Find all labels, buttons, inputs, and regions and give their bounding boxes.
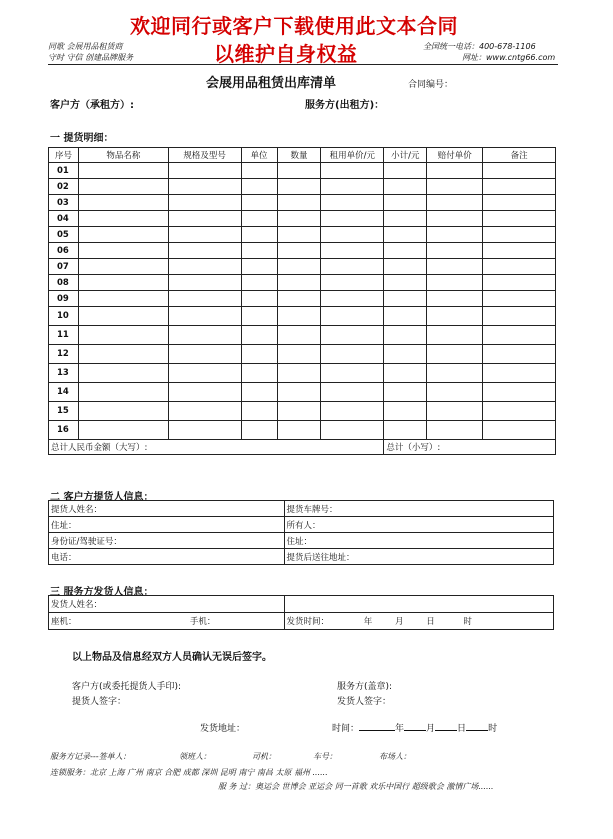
sign-year-label: 年 xyxy=(395,724,405,734)
unit-price-cell[interactable] xyxy=(321,195,384,211)
ship-time-cell[interactable] xyxy=(284,613,553,630)
table-row xyxy=(49,275,556,291)
compensation-cell[interactable] xyxy=(427,421,483,440)
header-quantity: 数量 xyxy=(277,148,321,163)
unit-cell[interactable] xyxy=(241,291,277,307)
unit-cell[interactable] xyxy=(241,421,277,440)
ship-time-label: 发货时间： xyxy=(286,617,330,627)
unit-cell[interactable] xyxy=(241,227,277,243)
unit-cell[interactable] xyxy=(241,364,277,383)
vehicle-owner-field[interactable]: 所有人： xyxy=(284,517,553,533)
quantity-cell[interactable] xyxy=(277,326,321,345)
mobile-label: 手机： xyxy=(189,617,216,627)
customer-label: 客户方（承租方）: xyxy=(50,100,134,111)
subtotal-cell[interactable] xyxy=(384,307,427,326)
subtotal-cell[interactable] xyxy=(384,163,427,179)
row-number: 07 xyxy=(49,259,79,275)
sign-time-row xyxy=(332,721,497,734)
landline-label: 座机： xyxy=(51,617,77,627)
subtotal-cell[interactable] xyxy=(384,211,427,227)
compensation-cell[interactable] xyxy=(427,243,483,259)
table-row xyxy=(49,326,556,345)
unit-price-cell[interactable] xyxy=(321,364,384,383)
item-name-cell[interactable] xyxy=(78,227,168,243)
quantity-cell[interactable] xyxy=(277,179,321,195)
header-compensation: 赔付单价 xyxy=(427,148,483,163)
unit-price-cell[interactable] xyxy=(321,275,384,291)
item-name-cell[interactable] xyxy=(78,275,168,291)
unit-price-cell[interactable] xyxy=(321,307,384,326)
remarks-cell[interactable] xyxy=(483,211,556,227)
unit-price-cell[interactable] xyxy=(321,326,384,345)
unit-cell[interactable] xyxy=(241,243,277,259)
table-row xyxy=(49,195,556,211)
ship-year-label: 年 xyxy=(363,617,373,627)
compensation-cell[interactable] xyxy=(427,326,483,345)
remarks-cell[interactable] xyxy=(483,307,556,326)
row-number: 08 xyxy=(49,275,79,291)
subtotal-cell[interactable] xyxy=(384,383,427,402)
item-name-cell[interactable] xyxy=(78,307,168,326)
compensation-cell[interactable] xyxy=(427,364,483,383)
pickup-signature-label: 提货人签字： xyxy=(72,697,127,707)
quantity-cell[interactable] xyxy=(277,227,321,243)
quantity-cell[interactable] xyxy=(277,291,321,307)
unit-cell[interactable] xyxy=(241,179,277,195)
provider-label: 服务方(出租方)： xyxy=(305,100,385,111)
shipping-address-label: 发货地址： xyxy=(200,724,246,734)
spec-cell[interactable] xyxy=(168,291,241,307)
unit-price-cell[interactable] xyxy=(321,402,384,421)
subtotal-cell[interactable] xyxy=(384,402,427,421)
unit-cell[interactable] xyxy=(241,326,277,345)
quantity-cell[interactable] xyxy=(277,402,321,421)
unit-price-cell[interactable] xyxy=(321,383,384,402)
quantity-cell[interactable] xyxy=(277,163,321,179)
item-name-cell[interactable] xyxy=(78,291,168,307)
provider-shipper-table xyxy=(48,595,554,630)
record-driver-label: 司机： xyxy=(252,752,276,761)
customer-pickup-table xyxy=(48,500,554,565)
header-item-name: 物品名称 xyxy=(78,148,168,163)
quantity-cell[interactable] xyxy=(277,421,321,440)
table-row xyxy=(49,259,556,275)
compensation-cell[interactable] xyxy=(427,211,483,227)
contract-number-label: 合同编号： xyxy=(408,80,454,90)
row-number: 13 xyxy=(49,364,79,383)
spec-cell[interactable] xyxy=(168,307,241,326)
table-row xyxy=(49,383,556,402)
compensation-cell[interactable] xyxy=(427,275,483,291)
header-unit: 单位 xyxy=(241,148,277,163)
sign-day-label: 日 xyxy=(457,724,467,734)
compensation-cell[interactable] xyxy=(427,163,483,179)
row-number: 11 xyxy=(49,326,79,345)
subtotal-cell[interactable] xyxy=(384,326,427,345)
unit-price-cell[interactable] xyxy=(321,259,384,275)
table-row xyxy=(49,243,556,259)
unit-price-cell[interactable] xyxy=(321,179,384,195)
header-index: 序号 xyxy=(49,148,79,163)
unit-cell[interactable] xyxy=(241,345,277,364)
total-lower-label: 总计（小写）: xyxy=(384,440,556,455)
remarks-cell[interactable] xyxy=(483,179,556,195)
quantity-cell[interactable] xyxy=(277,211,321,227)
header-subtotal: 小计/元 xyxy=(384,148,427,163)
sign-month-label: 月 xyxy=(426,724,436,734)
goods-table xyxy=(48,147,556,455)
header-remarks: 备注 xyxy=(483,148,556,163)
compensation-cell[interactable] xyxy=(427,227,483,243)
row-number: 09 xyxy=(49,291,79,307)
subtotal-cell[interactable] xyxy=(384,243,427,259)
remarks-cell[interactable] xyxy=(483,291,556,307)
unit-price-cell[interactable] xyxy=(321,243,384,259)
item-name-cell[interactable] xyxy=(78,211,168,227)
row-number: 04 xyxy=(49,211,79,227)
shipper-signature-label: 发货人签字： xyxy=(337,697,392,707)
delivery-address-field[interactable]: 提货后送往地址： xyxy=(284,549,553,565)
row-number: 05 xyxy=(49,227,79,243)
letterhead-website: 网址：www.cntg66.com xyxy=(462,53,556,62)
goods-total-row xyxy=(49,440,556,455)
compensation-cell[interactable] xyxy=(427,345,483,364)
pickup-row xyxy=(49,517,554,533)
total-upper-label: 总计人民币金额（大写）: xyxy=(49,440,384,455)
pickup-row xyxy=(49,549,554,565)
quantity-cell[interactable] xyxy=(277,259,321,275)
sign-hour-label: 时 xyxy=(488,724,498,734)
document-title: 会展用品租赁出库清单 xyxy=(206,76,337,91)
compensation-cell[interactable] xyxy=(427,179,483,195)
spec-cell[interactable] xyxy=(168,345,241,364)
table-row xyxy=(49,307,556,326)
unit-cell[interactable] xyxy=(241,307,277,326)
quantity-cell[interactable] xyxy=(277,383,321,402)
sign-time-label: 时间： xyxy=(332,724,360,734)
shipper-phone-cell[interactable] xyxy=(49,613,285,630)
spec-cell[interactable] xyxy=(168,259,241,275)
unit-price-cell[interactable] xyxy=(321,227,384,243)
record-setup-label: 布场人： xyxy=(379,752,411,761)
banner-line-2: 以维护自身权益 xyxy=(214,42,358,66)
quantity-cell[interactable] xyxy=(277,243,321,259)
row-number: 16 xyxy=(49,421,79,440)
id-number-field[interactable]: 身份证/驾驶证号： xyxy=(49,533,285,549)
pickup-plate-field[interactable]: 提货车牌号： xyxy=(284,501,553,517)
letterhead-divider xyxy=(48,64,558,65)
pickup-row xyxy=(49,533,554,549)
table-row xyxy=(49,364,556,383)
remarks-cell[interactable] xyxy=(483,163,556,179)
section1-heading: 一 提货明细： xyxy=(50,133,114,144)
spec-cell[interactable] xyxy=(168,211,241,227)
letterhead-slogan: 守时 守信 创建品牌服务 xyxy=(48,53,134,62)
item-name-cell[interactable] xyxy=(78,326,168,345)
banner-line-1: 欢迎同行或客户下载使用此文本合同 xyxy=(130,14,458,38)
spec-cell[interactable] xyxy=(168,383,241,402)
header-unit-price: 租用单价/元 xyxy=(321,148,384,163)
ship-hour-label: 时 xyxy=(463,617,472,627)
remarks-cell[interactable] xyxy=(483,364,556,383)
subtotal-cell[interactable] xyxy=(384,421,427,440)
item-name-cell[interactable] xyxy=(78,195,168,211)
table-row xyxy=(49,179,556,195)
customer-sign-label: 客户方(或委托提货人手印): xyxy=(72,682,182,692)
item-name-cell[interactable] xyxy=(78,364,168,383)
owner-address-field[interactable]: 住址： xyxy=(284,533,553,549)
remarks-cell[interactable] xyxy=(483,383,556,402)
section2-heading: 二 客户方提货人信息： xyxy=(50,492,154,503)
chain-service-text: 连锁服务：北京 上海 广州 南京 合肥 成都 深圳 昆明 南宁 南昌 太原 福州 ...... xyxy=(50,768,328,777)
row-number: 12 xyxy=(49,345,79,364)
unit-price-cell[interactable] xyxy=(321,421,384,440)
subtotal-cell[interactable] xyxy=(384,259,427,275)
row-number: 06 xyxy=(49,243,79,259)
pickup-address-field[interactable]: 住址： xyxy=(49,517,285,533)
subtotal-cell[interactable] xyxy=(384,195,427,211)
unit-price-cell[interactable] xyxy=(321,163,384,179)
row-number: 14 xyxy=(49,383,79,402)
table-row xyxy=(49,421,556,440)
item-name-cell[interactable] xyxy=(78,243,168,259)
spec-cell[interactable] xyxy=(168,402,241,421)
quantity-cell[interactable] xyxy=(277,195,321,211)
remarks-cell[interactable] xyxy=(483,275,556,291)
row-number: 01 xyxy=(49,163,79,179)
shipper-row xyxy=(49,596,554,613)
served-events-text: 服 务 过：奥运会 世博会 亚运会 同一首歌 欢乐中国行 超级歌会 激情广场...... xyxy=(218,782,494,791)
spec-cell[interactable] xyxy=(168,275,241,291)
table-row xyxy=(49,291,556,307)
unit-price-cell[interactable] xyxy=(321,291,384,307)
compensation-cell[interactable] xyxy=(427,291,483,307)
quantity-cell[interactable] xyxy=(277,307,321,326)
shipper-blank-cell xyxy=(284,596,553,613)
record-lead-label: 领班人： xyxy=(179,752,211,761)
spec-cell[interactable] xyxy=(168,326,241,345)
unit-cell[interactable] xyxy=(241,211,277,227)
subtotal-cell[interactable] xyxy=(384,179,427,195)
provider-seal-label: 服务方(盖章): xyxy=(337,682,393,692)
row-number: 15 xyxy=(49,402,79,421)
letterhead-company: 同歌 会展用品租赁商 xyxy=(48,42,123,51)
spec-cell[interactable] xyxy=(168,179,241,195)
remarks-cell[interactable] xyxy=(483,243,556,259)
item-name-cell[interactable] xyxy=(78,402,168,421)
item-name-cell[interactable] xyxy=(78,179,168,195)
remarks-cell[interactable] xyxy=(483,421,556,440)
item-name-cell[interactable] xyxy=(78,383,168,402)
item-name-cell[interactable] xyxy=(78,259,168,275)
table-row xyxy=(49,211,556,227)
remarks-cell[interactable] xyxy=(483,326,556,345)
compensation-cell[interactable] xyxy=(427,259,483,275)
shipper-row xyxy=(49,613,554,630)
unit-price-cell[interactable] xyxy=(321,211,384,227)
record-car-label: 车号： xyxy=(313,752,337,761)
item-name-cell[interactable] xyxy=(78,163,168,179)
unit-cell[interactable] xyxy=(241,195,277,211)
spec-cell[interactable] xyxy=(168,243,241,259)
item-name-cell[interactable] xyxy=(78,421,168,440)
remarks-cell[interactable] xyxy=(483,195,556,211)
table-row xyxy=(49,402,556,421)
row-number: 02 xyxy=(49,179,79,195)
unit-price-cell[interactable] xyxy=(321,345,384,364)
table-row xyxy=(49,227,556,243)
remarks-cell[interactable] xyxy=(483,227,556,243)
confirmation-text: 以上物品及信息经双方人员确认无误后签字。 xyxy=(72,652,272,663)
quantity-cell[interactable] xyxy=(277,275,321,291)
subtotal-cell[interactable] xyxy=(384,227,427,243)
goods-header-row xyxy=(49,148,556,163)
pickup-row xyxy=(49,501,554,517)
ship-month-label: 月 xyxy=(394,617,404,627)
compensation-cell[interactable] xyxy=(427,195,483,211)
compensation-cell[interactable] xyxy=(427,307,483,326)
unit-cell[interactable] xyxy=(241,275,277,291)
quantity-cell[interactable] xyxy=(277,364,321,383)
letterhead-phone: 全国统一电话：400-678-1106 xyxy=(423,42,536,51)
remarks-cell[interactable] xyxy=(483,402,556,421)
section3-heading: 三 服务方发货人信息： xyxy=(50,587,154,598)
row-number: 10 xyxy=(49,307,79,326)
phone-field[interactable]: 电话： xyxy=(49,549,285,565)
unit-cell[interactable] xyxy=(241,259,277,275)
table-row xyxy=(49,345,556,364)
compensation-cell[interactable] xyxy=(427,383,483,402)
subtotal-cell[interactable] xyxy=(384,291,427,307)
subtotal-cell[interactable] xyxy=(384,364,427,383)
record-signer-label: 服务方记录---签单人： xyxy=(50,752,131,761)
unit-cell[interactable] xyxy=(241,383,277,402)
header-spec: 规格及型号 xyxy=(168,148,241,163)
pickup-name-field[interactable]: 提货人姓名： xyxy=(49,501,285,517)
spec-cell[interactable] xyxy=(168,195,241,211)
spec-cell[interactable] xyxy=(168,421,241,440)
compensation-cell[interactable] xyxy=(427,402,483,421)
remarks-cell[interactable] xyxy=(483,259,556,275)
remarks-cell[interactable] xyxy=(483,345,556,364)
ship-day-label: 日 xyxy=(426,617,435,627)
spec-cell[interactable] xyxy=(168,163,241,179)
subtotal-cell[interactable] xyxy=(384,345,427,364)
item-name-cell[interactable] xyxy=(78,345,168,364)
unit-cell[interactable] xyxy=(241,402,277,421)
row-number: 03 xyxy=(49,195,79,211)
subtotal-cell[interactable] xyxy=(384,275,427,291)
spec-cell[interactable] xyxy=(168,364,241,383)
spec-cell[interactable] xyxy=(168,227,241,243)
table-row xyxy=(49,163,556,179)
quantity-cell[interactable] xyxy=(277,345,321,364)
shipper-name-field[interactable]: 发货人姓名： xyxy=(49,596,285,613)
unit-cell[interactable] xyxy=(241,163,277,179)
